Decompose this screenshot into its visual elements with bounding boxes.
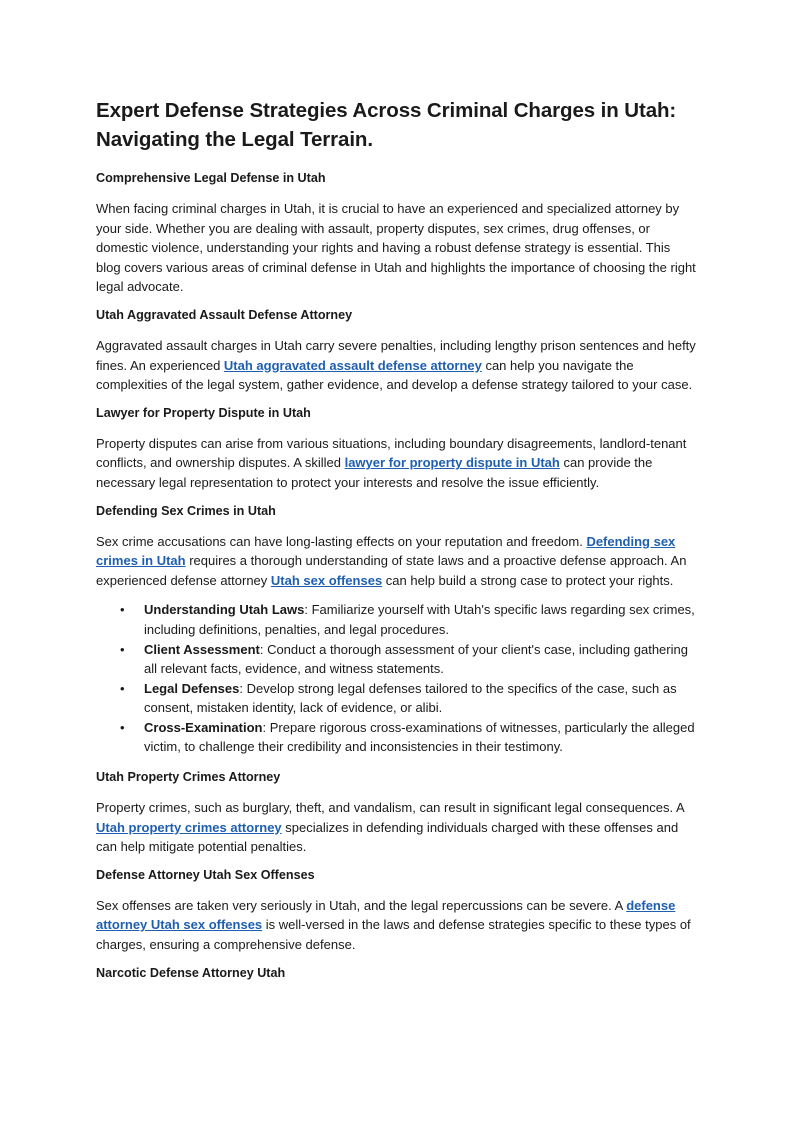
- list-item-label: Understanding Utah Laws: [144, 602, 305, 618]
- bullet-icon: •: [120, 641, 125, 657]
- list-item: [120, 679, 698, 718]
- list-item-text: : Develop strong legal defenses tailored to the specifics of the case, such as consent, mistaken identity, lack of evidence, or alibi.: [144, 680, 677, 716]
- link-property-crimes-attorney[interactable]: Utah property crimes attorney: [96, 819, 282, 835]
- sex-crimes-bullet-list: [96, 600, 698, 757]
- section-heading-property-dispute: Lawyer for Property Dispute in Utah: [96, 405, 311, 420]
- section-heading-sex-offenses: Defense Attorney Utah Sex Offenses: [96, 867, 315, 882]
- paragraph-text: Property disputes can arise from various situations, including boundary disagreements, landlord-tenant conflicts, and ownership disputes. A skilled: [96, 435, 687, 471]
- link-utah-sex-offenses[interactable]: Utah sex offenses: [270, 572, 383, 588]
- section-heading-property-crimes: Utah Property Crimes Attorney: [96, 770, 281, 785]
- link-property-dispute-lawyer[interactable]: lawyer for property dispute in Utah: [344, 455, 560, 471]
- paragraph-assault: [96, 336, 698, 395]
- page-title: Expert Defense Strategies Across Criminal Charges in Utah: Navigating the Legal Terrain.: [96, 99, 677, 151]
- link-defending-sex-crimes[interactable]: Defending sex crimes in Utah: [96, 533, 676, 569]
- list-item: [120, 640, 698, 679]
- list-item-text: : Familiarize yourself with Utah's specific laws regarding sex crimes, including definitions, penalties, and legal procedures.: [144, 602, 695, 637]
- link-aggravated-assault-attorney[interactable]: Utah aggravated assault defense attorney: [223, 357, 482, 373]
- section-heading-sex-crimes: Defending Sex Crimes in Utah: [96, 503, 276, 518]
- section-heading-intro: Comprehensive Legal Defense in Utah: [96, 171, 326, 185]
- list-item-label: Client Assessment: [144, 641, 260, 657]
- document-page: [96, 96, 698, 994]
- list-item-text: : Prepare rigorous cross-examinations of witnesses, particularly the alleged victim, to challenge their credibility and inconsistencies in their testimony.: [144, 719, 695, 755]
- section-heading-narcotic: Narcotic Defense Attorney Utah: [96, 965, 286, 980]
- link-defense-attorney-sex-offenses[interactable]: defense attorney Utah sex offenses: [96, 897, 676, 933]
- list-item-text: : Conduct a thorough assessment of your client's case, including gathering all relevant facts, evidence, and witness statements.: [144, 641, 688, 677]
- paragraph-text: Aggravated assault charges in Utah carry severe penalties, including lengthy prison sentences and hefty fines. An experienced: [96, 337, 696, 373]
- section-heading-assault: Utah Aggravated Assault Defense Attorney: [96, 307, 353, 322]
- bullet-icon: •: [120, 719, 125, 735]
- paragraph-text: can help you navigate the complexities of the legal system, gather evidence, and develop a defense strategy tailored to your case.: [96, 357, 693, 393]
- bullet-icon: •: [120, 602, 125, 618]
- paragraph-property-dispute: [96, 434, 698, 493]
- paragraph-text: requires a thorough understanding of state laws and a proactive defense approach. An experienced defense attorney: [96, 553, 687, 588]
- list-item: [120, 718, 698, 757]
- paragraph-intro: When facing criminal charges in Utah, it is crucial to have an experienced and specialized attorney by your side. Whether you are dealing with assault, property disputes, sex crimes, drug offenses, or domestic violence, understanding your rights and having a robust defense strategy is essential. This blog covers various areas of criminal defense in Utah and highlights the importance of choosing the right legal advocate.: [96, 201, 696, 295]
- paragraph-text: can help build a strong case to protect your rights.: [382, 572, 674, 588]
- paragraph-text: specializes in defending individuals charged with these offenses and can help mitigate potential penalties.: [96, 819, 679, 855]
- paragraph-sex-offenses: [96, 896, 698, 955]
- list-item-label: Legal Defenses: [144, 680, 240, 696]
- paragraph-property-crimes: [96, 798, 698, 857]
- paragraph-sex-crimes: [96, 532, 698, 591]
- paragraph-text: is well-versed in the laws and defense strategies specific to these types of charges, ensuring a comprehensive defense.: [96, 917, 691, 953]
- list-item: [120, 600, 698, 639]
- paragraph-text: Sex crime accusations can have long-lasting effects on your reputation and freedom.: [96, 533, 587, 549]
- paragraph-text: Property crimes, such as burglary, theft, and vandalism, can result in significant legal consequences. A: [96, 800, 684, 816]
- list-item-label: Cross-Examination: [144, 719, 263, 735]
- bullet-icon: •: [120, 680, 125, 696]
- paragraph-text: can provide the necessary legal representation to protect your interests and resolve the issue efficiently.: [96, 455, 653, 490]
- paragraph-text: Sex offenses are taken very seriously in Utah, and the legal repercussions can be severe. A: [96, 897, 627, 913]
